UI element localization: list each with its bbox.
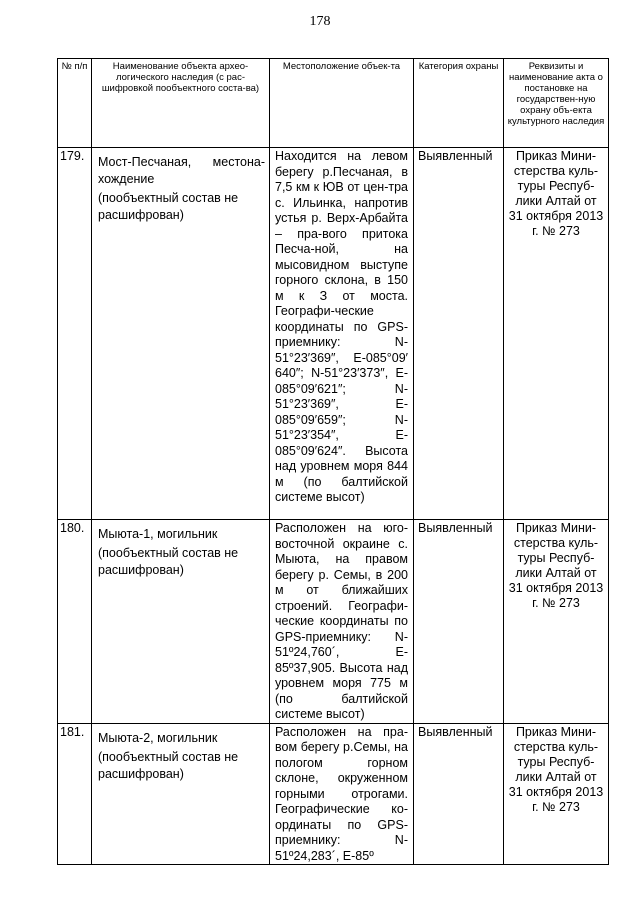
page-number: 178 bbox=[309, 14, 331, 29]
object-composition: (пообъектный состав не расшифрован) bbox=[98, 546, 239, 577]
object-location: Находится на левом берегу р.Песчаная, в 7,5 км к ЮВ от цен-тра с. Ильинка, напротив устья р. Верх-Арбайта – пра-вого притока Песча-ной, на мысовидном выступе горного склона, в 150 м к З от моста. Географи-ческие координаты по GPS-приемнику: N-51°23′369″, E-085°09′ 640″; N-51°23′373″, E-085°09′621″; N-51°23′369″, E-085°09′659″; N-51°23′354″, E-085°09′624″. Высота над уровнем моря 844 м (по балтийской системе высот) bbox=[270, 148, 414, 520]
protection-category: Выявленный bbox=[414, 520, 504, 724]
header-act: Реквизиты и наименование акта о постановке на государствен-ную охрану объ-екта культурного наследия bbox=[504, 59, 609, 148]
heritage-register-table bbox=[57, 58, 609, 865]
object-location: Расположен на юго-восточной окраине с. Мыюта, на правом берегу р. Семы, в 200 м от ближайших строений. Географи-ческие координаты по GPS-приемнику: N-51º24,760´, E-85º37,905. Высота над уровнем моря 775 м (по балтийской системе высот) bbox=[270, 520, 414, 724]
object-name: Мыюта-1, могильник bbox=[98, 527, 218, 541]
table-row bbox=[58, 723, 609, 865]
object-name: Мост-Песчаная, местона-хождение bbox=[98, 155, 265, 186]
act-details: Приказ Мини-стерства куль-туры Респуб-лики Алтай от 31 октября 2013 г. № 273 bbox=[504, 148, 609, 520]
object-name-cell bbox=[92, 723, 270, 865]
act-details: Приказ Мини-стерства куль-туры Респуб-лики Алтай от 31 октября 2013 г. № 273 bbox=[504, 520, 609, 724]
header-category: Категория охраны bbox=[414, 59, 504, 148]
act-details: Приказ Мини-стерства куль-туры Респуб-лики Алтай от 31 октября 2013 г. № 273 bbox=[504, 723, 609, 865]
header-location: Местоположение объек-та bbox=[270, 59, 414, 148]
object-composition: (пообъектный состав не расшифрован) bbox=[98, 749, 239, 781]
protection-category: Выявленный bbox=[414, 723, 504, 865]
table-row bbox=[58, 148, 609, 520]
header-name: Наименование объекта архео-логического наследия (с рас-шифровкой пообъектного соста-ва) bbox=[92, 59, 270, 148]
object-name-cell bbox=[92, 148, 270, 520]
table-row bbox=[58, 520, 609, 724]
protection-category: Выявленный bbox=[414, 148, 504, 520]
object-name-cell bbox=[92, 520, 270, 724]
row-number: 181. bbox=[58, 723, 92, 865]
row-number: 180. bbox=[58, 520, 92, 724]
object-composition: (пообъектный состав не расшифрован) bbox=[98, 191, 239, 222]
object-location: Расположен на пра-вом берегу р.Семы, на пологом горном склоне, окруженном горными отрогами. Географические ко-ординаты по GPS-приемнику: N-51º24,283´, E-85º bbox=[270, 723, 414, 865]
table-header-row bbox=[58, 59, 609, 148]
header-num: № п/п bbox=[58, 59, 92, 148]
row-number: 179. bbox=[58, 148, 92, 520]
object-name: Мыюта-2, могильник bbox=[98, 730, 218, 745]
